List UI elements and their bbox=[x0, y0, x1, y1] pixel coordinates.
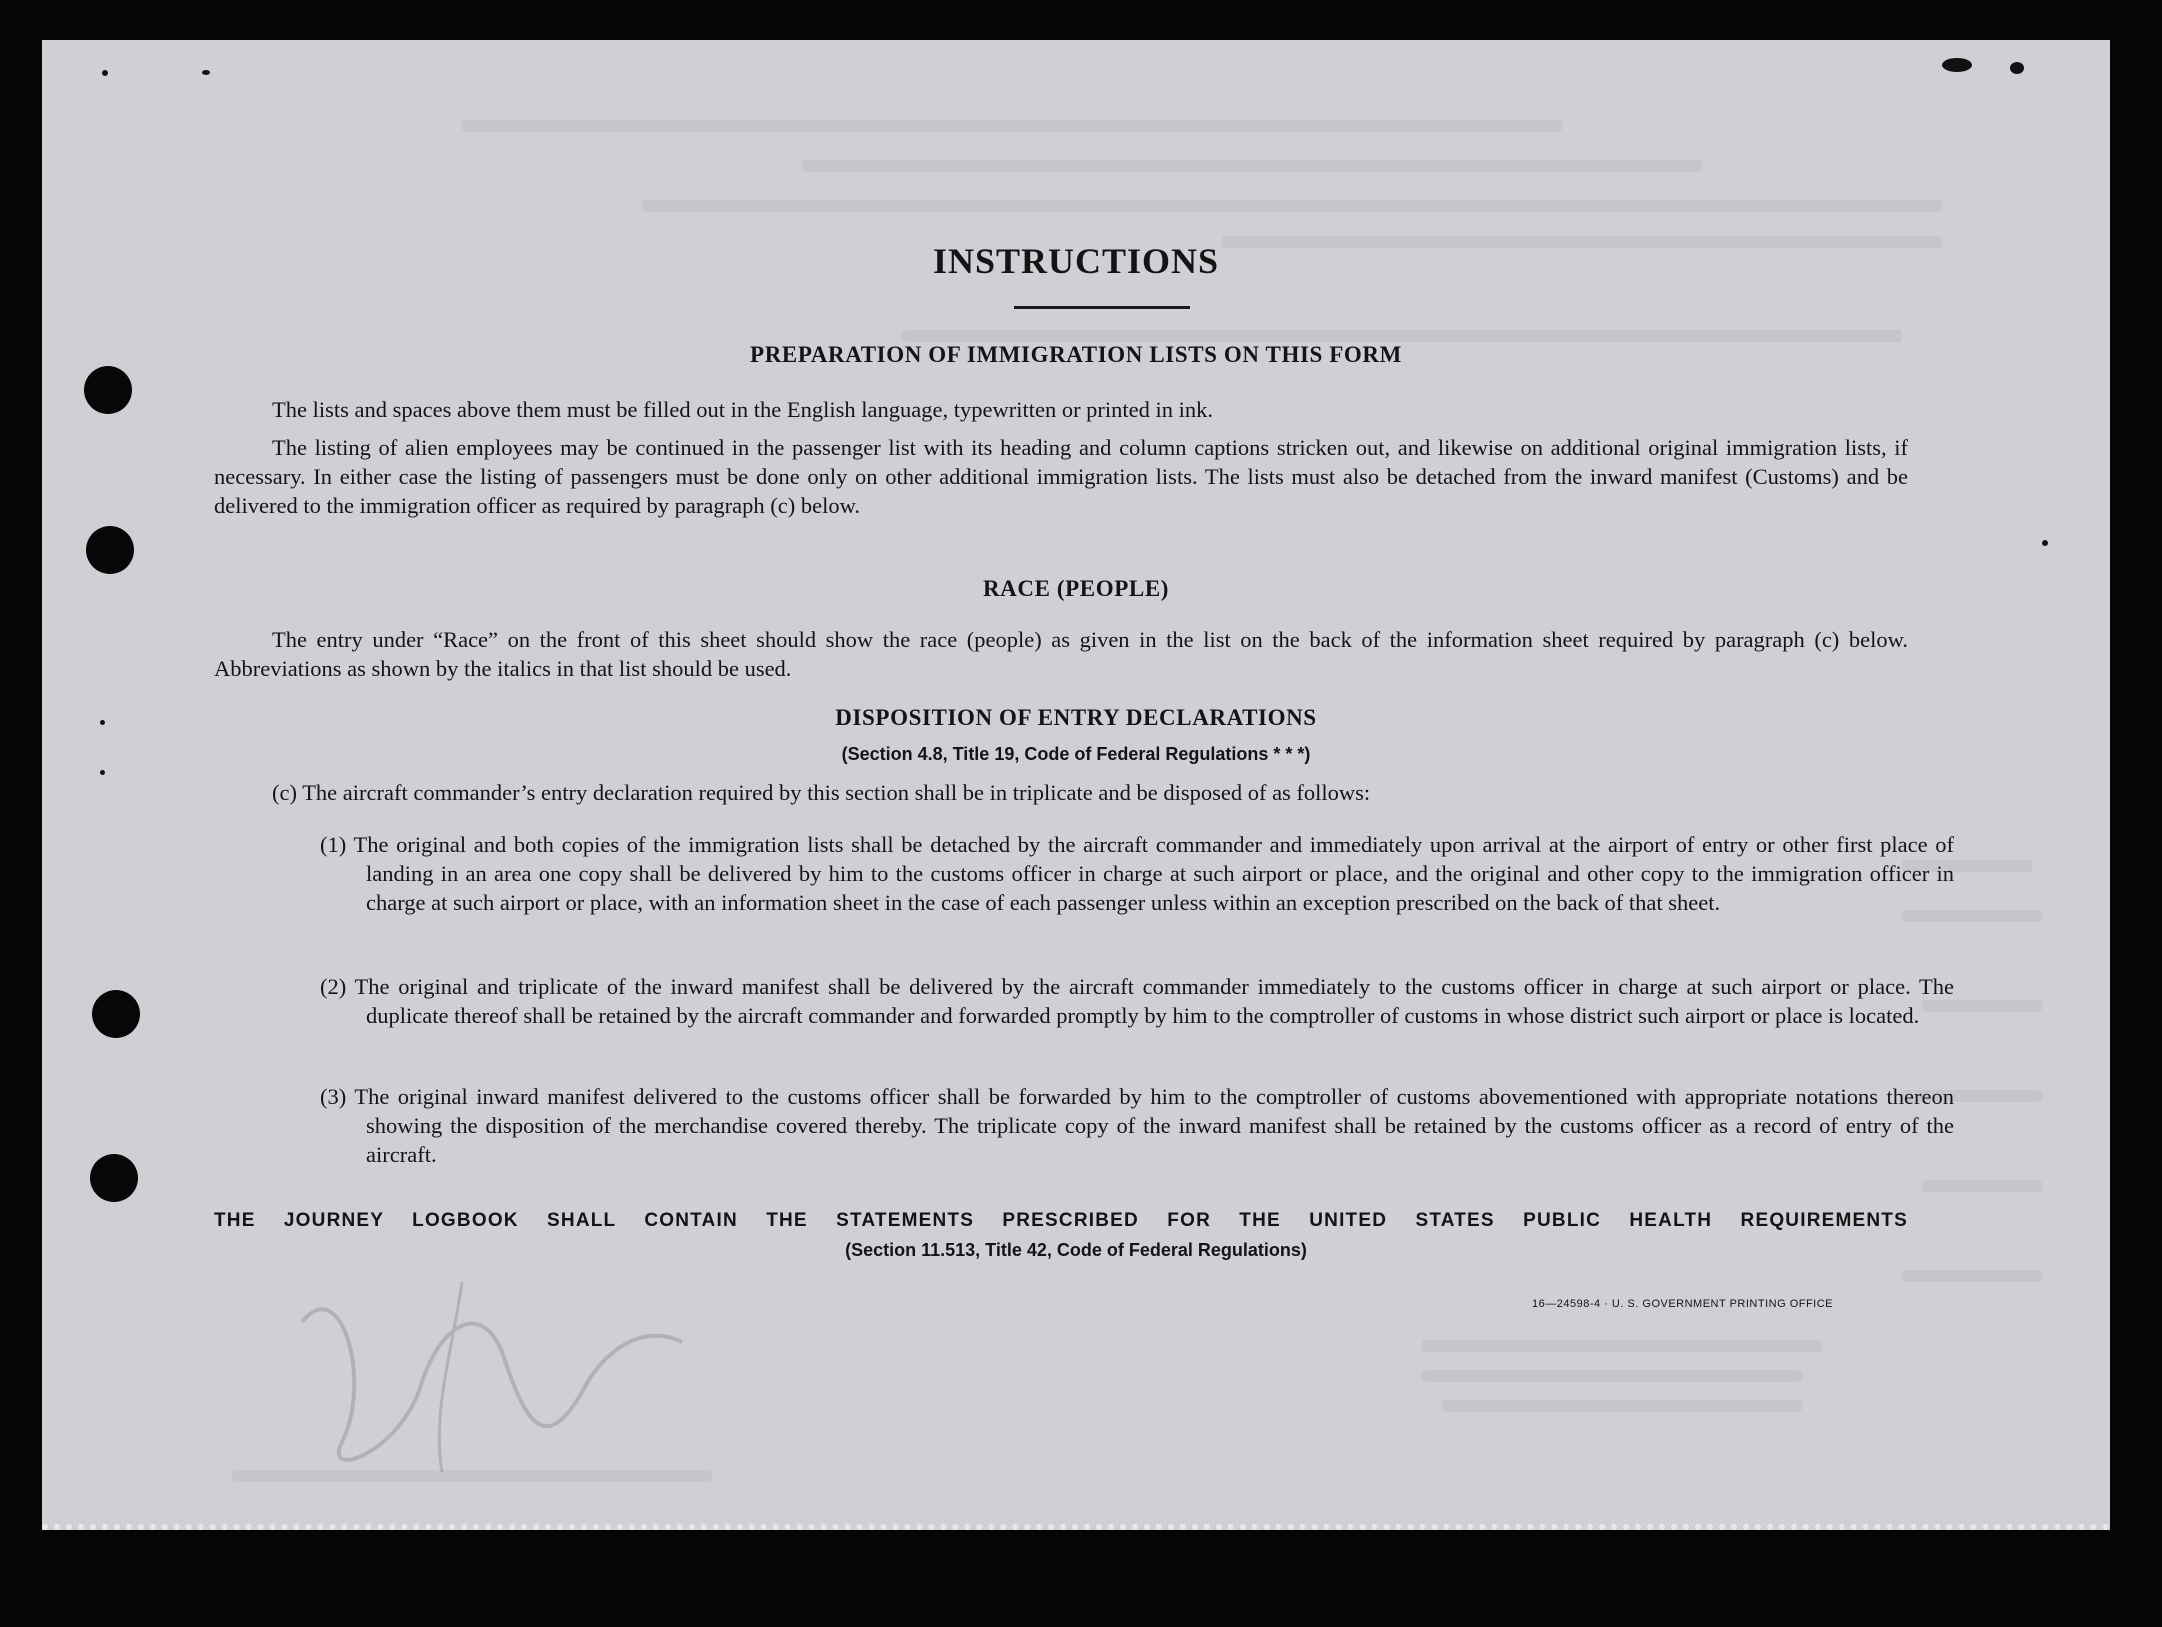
disposition-item-3: (3) The original inward manifest delivered to the customs officer shall be forwarded by him to the comptroller of customs abovementioned with appropriate notations thereon showing the disposition of the merchandise covered thereby. The triplicate copy of the inward manifest shall be retained by the customs officer as a record of entry of the aircraft. bbox=[320, 1084, 1954, 1167]
disposition-item-1: (1) The original and both copies of the immigration lists shall be detached by the aircraft commander and immediately upon arrival at the airport of entry or other first place of landing in an area one copy shall be delivered by him to the customs officer in charge at such airport or place, and the original and other copy to the immigration officer in charge at such airport or place, with an information sheet in the case of each passenger unless within an exception prescribed on the back of that sheet. bbox=[320, 832, 1954, 915]
logbook-citation: (Section 11.513, Title 42, Code of Federal Regulations) bbox=[845, 1240, 1307, 1260]
ink-speck bbox=[202, 70, 210, 75]
title-underline bbox=[1014, 306, 1190, 309]
preparation-heading: PREPARATION OF IMMIGRATION LISTS ON THIS FORM bbox=[750, 342, 1402, 367]
bleed-through-line bbox=[462, 120, 1562, 132]
bleed-through-line bbox=[1442, 1400, 1802, 1412]
punch-hole bbox=[84, 366, 132, 414]
preparation-paragraph-1: The lists and spaces above them must be filled out in the English language, typewritten or printed in ink. bbox=[272, 397, 1214, 422]
race-paragraph: The entry under “Race” on the front of this sheet should show the race (people) as given in the list on the back of the information sheet required by paragraph (c) below. Abbreviations as shown by the italics in that list should be used. bbox=[214, 627, 1908, 681]
punch-hole bbox=[90, 1154, 138, 1202]
ink-speck bbox=[1942, 58, 1972, 72]
bleed-through-line bbox=[1422, 1370, 1802, 1382]
bleed-through-signature bbox=[282, 1262, 702, 1492]
page-title: INSTRUCTIONS bbox=[932, 241, 1220, 281]
disposition-heading: DISPOSITION OF ENTRY DECLARATIONS bbox=[835, 705, 1317, 730]
bleed-through-line bbox=[642, 200, 1942, 212]
preparation-paragraph-2: The listing of alien employees may be continued in the passenger list with its heading and column captions stricken out, and likewise on additional original immigration lists, if necessary. In either case the listing of passengers must be done only on other additional immigration lists. The lists must also be detached from the inward manifest (Customs) and be delivered to the immigration officer as required by paragraph (c) below. bbox=[214, 435, 1908, 518]
printer-mark: 16—24598-4 · U. S. GOVERNMENT PRINTING OFFICE bbox=[1532, 1298, 1834, 1310]
ink-speck bbox=[2010, 62, 2024, 74]
bleed-through-line bbox=[902, 330, 1902, 342]
punch-hole bbox=[92, 990, 140, 1038]
race-heading: RACE (PEOPLE) bbox=[982, 576, 1170, 601]
bleed-through-line bbox=[1422, 1340, 1822, 1352]
disposition-intro: (c) The aircraft commander’s entry declaration required by this section shall be in triplicate and be disposed of as follows: bbox=[272, 780, 1371, 805]
disposition-citation: (Section 4.8, Title 19, Code of Federal Regulations * * *) bbox=[841, 744, 1311, 764]
ink-speck bbox=[102, 70, 108, 76]
bleed-through-line bbox=[1902, 1270, 2042, 1282]
logbook-statement: THE JOURNEY LOGBOOK SHALL CONTAIN THE STATEMENTS PRESCRIBED FOR THE UNITED STATES PUBLIC HEALTH REQUIREMENTS bbox=[214, 1210, 1908, 1231]
bleed-through-line bbox=[802, 160, 1702, 172]
ink-speck bbox=[2042, 540, 2048, 546]
punch-hole bbox=[86, 526, 134, 574]
bleed-through-line bbox=[1922, 1180, 2042, 1192]
document-sheet bbox=[42, 40, 2110, 1530]
ink-speck bbox=[100, 770, 105, 775]
disposition-item-2: (2) The original and triplicate of the inward manifest shall be delivered by the aircraft commander immediately to the customs officer in charge at such airport or place. The duplicate thereof shall be retained by the aircraft commander and forwarded promptly by him to the comptroller of customs in whose district such airport or place is located. bbox=[320, 974, 1954, 1028]
